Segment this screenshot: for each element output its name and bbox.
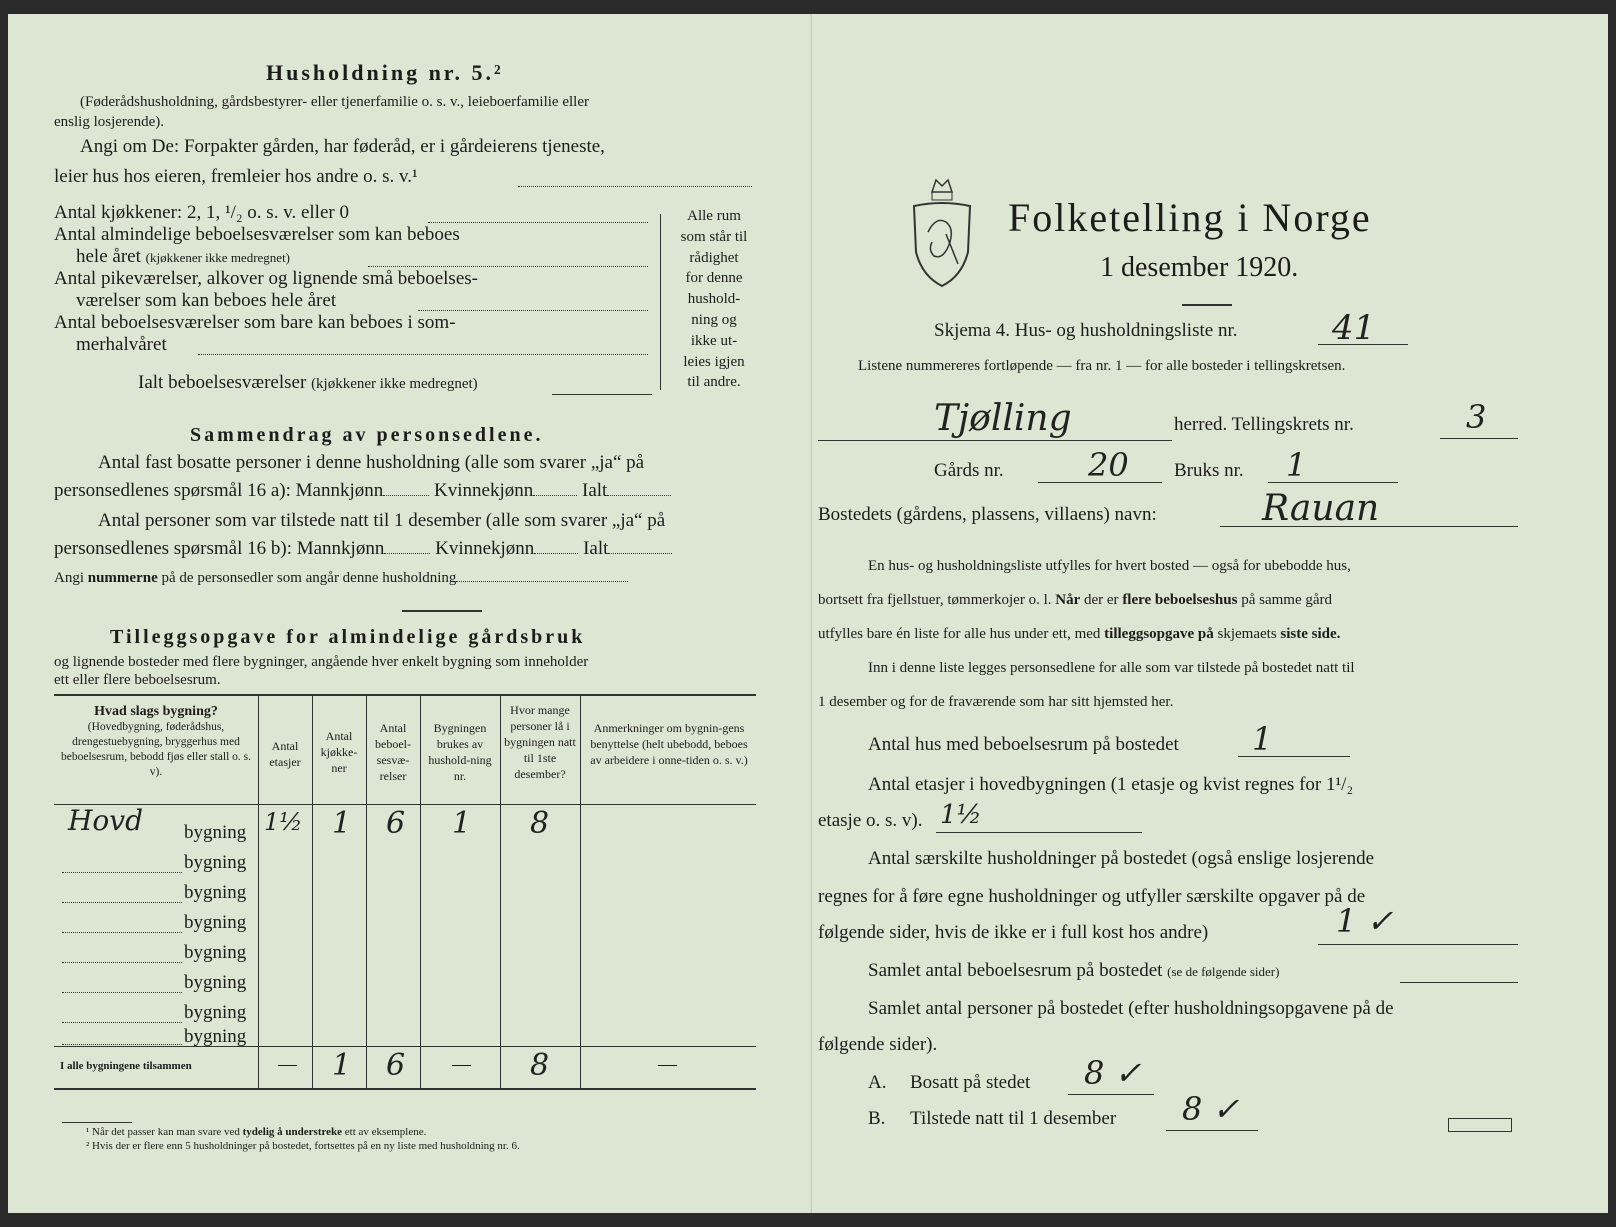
row-label-4: bygning (184, 912, 247, 933)
intro-line-1: (Føderådshusholdning, gårdsbestyrer- eller tjenerfamilie o. s. v., leieboerfamilie eller (80, 94, 589, 110)
right-page (812, 14, 1608, 1213)
a-value: 8 ✓ (1084, 1054, 1142, 1092)
tillegg-line-2: ett eller flere beboelsesrum. (54, 672, 221, 688)
col-header-personer: Hvor mange personer lå i bygningen natt til 1ste desember? (504, 703, 576, 781)
para2-line2: 1 desember og for de fraværende som har sitt hjemsted her. (818, 694, 1174, 710)
total-rom: 6 (386, 1048, 406, 1083)
etasjer-value: 1½ (940, 800, 982, 830)
samlet-pers-line2: følgende sider). (818, 1034, 938, 1055)
tilstede-line-2: personsedlenes spørsmål 16 b): Mannkjønn Kvinnekjønn Ialt (54, 538, 672, 560)
kjokkener-label: Antal kjøkkener: 2, 1, ¹/₂ o. s. v. eller 0 (54, 202, 349, 223)
tillegg-title: Tilleggsopgave for almindelige gårdsbruk (110, 626, 586, 648)
samlet-rum-label: Samlet antal beboelsesrum på bostedet (se de følgende sider) (868, 960, 1280, 981)
hus-value: 1 (1252, 720, 1273, 758)
row-label-6: bygning (184, 972, 247, 993)
alm-dots (368, 266, 648, 267)
bruks-value: 1 (1286, 446, 1307, 484)
kjokkener-dots (428, 222, 648, 223)
coat-of-arms-icon (910, 172, 974, 290)
krets-value: 3 (1466, 398, 1487, 436)
saer-value: 1 ✓ (1336, 902, 1394, 940)
gards-label: Gårds nr. (934, 460, 1004, 481)
row1-kjokkener: 1 (332, 806, 352, 841)
b-value: 8 ✓ (1182, 1090, 1240, 1128)
para1-line2: bortsett fra fjellstuer, tømmerkojer o. l. Når der er flere beboelseshus på samme gård (818, 592, 1333, 608)
col-header-kjokkener: Antal kjøkke-ner (320, 729, 358, 775)
hus-label: Antal hus med beboelsesrum på bostedet (868, 734, 1179, 755)
col-header-rom: Antal beboel-sesvæ-relser (375, 721, 411, 783)
herred-label: herred. Tellingskrets nr. (1174, 414, 1354, 435)
b-text: Tilstede natt til 1 desember (910, 1108, 1117, 1129)
total-personer: 8 (530, 1048, 550, 1083)
row1-husholdning: 1 (452, 806, 472, 841)
sammendrag-title: Sammendrag av personsedlene. (190, 424, 544, 446)
printer-stamp (1448, 1118, 1512, 1132)
census-title: Folketelling i Norge (1008, 195, 1372, 240)
total-kjokkener: 1 (332, 1048, 352, 1083)
col-header-husholdning: Bygningen brukes av hushold-ning nr. (428, 721, 492, 783)
footnote-1: ¹ Når det passer kan man svare ved tydelig å understreke ett av eksemplene. (86, 1126, 427, 1138)
sommer-line-2: merhalvåret (76, 334, 167, 355)
a-text: Bosatt på stedet (910, 1072, 1031, 1093)
left-page (8, 14, 808, 1213)
bostedets-label: Bostedets (gårdens, plassens, villaens) navn: (818, 504, 1157, 525)
col-header-anmerkninger: Anmerkninger om bygnin-gens benyttelse (helt ubebodd, beboes av arbeidere i onne-tiden o. s. v.) (590, 721, 748, 767)
a-label: A. (868, 1072, 887, 1093)
fast-line-2: personsedlenes spørsmål 16 a): Mannkjønn Kvinnekjønn Ialt (54, 480, 671, 502)
pike-line-1: Antal pikeværelser, alkover og lignende små beboelses- (54, 268, 478, 289)
col-header-type: Hvad slags bygning? (Hovedbygning, føderådshus, drengestuebygning, bryggerhus med beboelsesrum, bebodd fjøs eller stall o. s. v). (60, 704, 252, 778)
bracket-note: Alle rum som står til rådighet for denne hushold- ning og ikke ut- leies igjen til andre. (680, 208, 748, 391)
listene-note: Listene nummereres fortløpende — fra nr. 1 — for alle bosteder i tellingskretsen. (858, 358, 1346, 374)
bruks-label: Bruks nr. (1174, 460, 1244, 481)
row1-etasjer: 1½ (264, 808, 303, 836)
row-label-5: bygning (184, 942, 247, 963)
household-title: Husholdning nr. 5.² (266, 60, 504, 85)
b-label: B. (868, 1108, 886, 1129)
total-etasjer: — (278, 1054, 297, 1075)
row1-rom: 6 (386, 806, 406, 841)
sommer-line-1: Antal beboelsesværelser som bare kan beboes i som- (54, 312, 456, 333)
sommer-dots (198, 354, 648, 355)
ialt-label: Ialt beboelsesværelser (kjøkkener ikke medregnet) (138, 372, 478, 393)
skjema-label: Skjema 4. Hus- og husholdningsliste nr. (934, 320, 1238, 341)
col-header-etasjer: Antal etasjer (269, 739, 301, 769)
row-label-8: bygning (184, 1026, 247, 1047)
ialt-line (552, 394, 652, 395)
bracket (660, 214, 665, 390)
alm-line-1: Antal almindelige beboelsesværelser som kan beboes (54, 224, 460, 245)
row-label-7: bygning (184, 1002, 247, 1023)
etasjer-line2: etasje o. s. v). (818, 810, 923, 831)
row1-personer: 8 (530, 806, 550, 841)
gards-value: 20 (1088, 446, 1129, 484)
alm-line-2: hele året (kjøkkener ikke medregnet) (76, 246, 291, 267)
para1-line1: En hus- og husholdningsliste utfylles for hvert bosted — også for ubebodde hus, (868, 558, 1351, 574)
angi-answer-line (518, 186, 752, 187)
total-label: I alle bygningene tilsammen (60, 1060, 192, 1072)
pike-line-2: værelser som kan beboes hele året (76, 290, 337, 311)
angi-line-1: Angi om De: Forpakter gården, har føderåd, er i gårdeierens tjeneste, (80, 136, 605, 157)
row-label-2: bygning (184, 852, 247, 873)
intro-line-2: enslig losjerende). (54, 114, 164, 130)
para2-line1: Inn i denne liste legges personsedlene for alle som var tilstede på bostedet natt til (868, 660, 1355, 676)
samlet-pers-line1: Samlet antal personer på bostedet (efter husholdningsopgavene på de (868, 998, 1394, 1019)
row1-name: Hovd (68, 804, 144, 837)
para1-line3: utfylles bare én liste for alle hus under ett, med tilleggsopgave på skjemaets siste side. (818, 626, 1341, 642)
row-label-3: bygning (184, 882, 247, 903)
total-husholdning: — (452, 1054, 471, 1075)
skjema-number: 41 (1332, 308, 1376, 348)
pike-dots (418, 310, 648, 311)
saer-line1: Antal særskilte husholdninger på bostedet (også enslige losjerende (868, 848, 1375, 869)
separator (402, 610, 482, 612)
saer-line2: regnes for å føre egne husholdninger og utfyller særskilte opgaver på de (818, 886, 1366, 907)
tillegg-line-1: og lignende bosteder med flere bygninger, angående hver enkelt bygning som inneholder (54, 654, 589, 670)
angi-line-2: leier hus hos eieren, fremleier hos andre o. s. v.¹ (54, 166, 418, 187)
saer-line3: følgende sider, hvis de ikke er i full kost hos andre) (818, 922, 1209, 943)
nummerne-line: Angi nummerne på de personsedler som angår denne husholdning (54, 570, 628, 587)
total-anm: — (658, 1054, 677, 1075)
etasjer-line1: Antal etasjer i hovedbygningen (1 etasje og kvist regnes for 1¹/₂ (868, 774, 1354, 795)
row-label-1: bygning (184, 822, 247, 843)
tilstede-line-1: Antal personer som var tilstede natt til 1 desember (alle som svarer „ja“ på (98, 510, 666, 531)
bosted-value: Rauan (1262, 488, 1380, 529)
census-date: 1 desember 1920. (1100, 252, 1299, 283)
fast-line-1: Antal fast bosatte personer i denne husholdning (alle som svarer „ja“ på (98, 452, 645, 473)
footnote-2: ² Hvis der er flere enn 5 husholdninger på bostedet, fortsettes på en ny liste med husholdning nr. 6. (86, 1140, 520, 1152)
herred-value: Tjølling (934, 398, 1072, 439)
